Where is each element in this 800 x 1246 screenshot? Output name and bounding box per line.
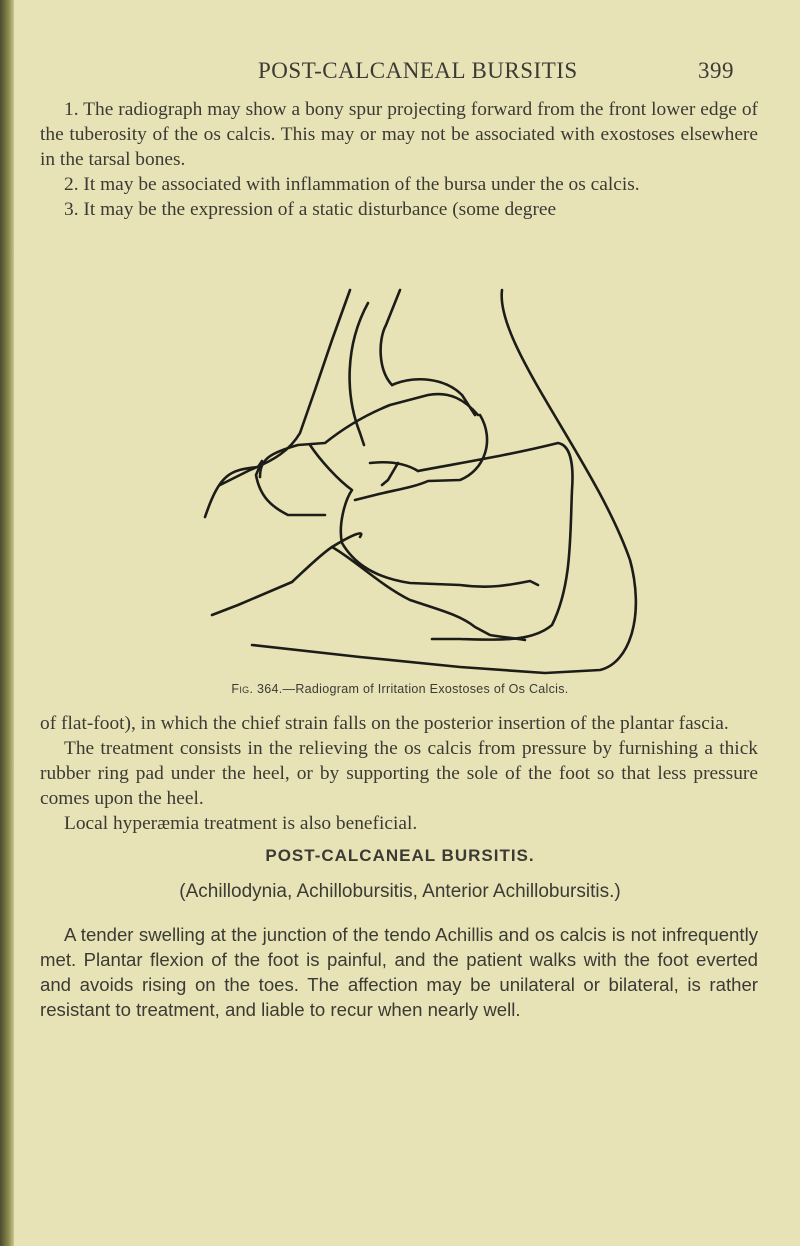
plantar-line xyxy=(212,547,525,640)
calcaneus-upper-outline xyxy=(260,394,478,477)
running-head xyxy=(258,58,758,90)
talus-dome xyxy=(392,379,475,415)
exostosis-spur xyxy=(205,461,325,517)
calcaneus-inner-outline xyxy=(310,445,538,587)
joint-line-v xyxy=(382,463,398,485)
page-number: 399 xyxy=(698,58,734,83)
tibia-back-line xyxy=(381,290,400,385)
section-heading: POST-CALCANEAL BURSITIS. xyxy=(265,846,535,865)
figure-number: Fig. 364. xyxy=(231,682,283,696)
paragraph: The treatment consists in the relieving the os calcis from pressure by furnishing a thick rubber ring pad under the heel, or by supporting the sole of the foot so that less pressure comes upon the heel. xyxy=(40,738,758,809)
radiogram-drawing xyxy=(160,285,660,680)
section-body-block xyxy=(40,922,758,1022)
figure-caption-text: —Radiogram of Irritation Exostoses of Os Calcis. xyxy=(282,682,569,696)
middle-text-block xyxy=(40,711,758,836)
section-synonyms: (Achillodynia, Achillobursitis, Anterior Achillobursitis.) xyxy=(179,881,621,902)
paragraph: of flat-foot), in which the chief strain falls on the posterior insertion of the plantar fascia. xyxy=(40,713,729,734)
page-binding-edge xyxy=(0,0,14,1246)
paragraph: Local hyperæmia treatment is also beneficial. xyxy=(64,813,418,834)
paragraph: 3. It may be the expression of a static disturbance (some degree xyxy=(64,199,557,220)
tibia-front-line xyxy=(220,290,350,485)
paragraph: 1. The radiograph may show a bony spur projecting forward from the front lower edge of the tuberosity of the os calcis. This may or may not be associated with exostoses elsewhere in the tarsal bones. xyxy=(40,99,758,170)
inner-step xyxy=(332,533,361,547)
top-text-block xyxy=(40,97,758,222)
talus-body xyxy=(355,415,487,500)
paragraph: 2. It may be associated with inflammation of the bursa under the os calcis. xyxy=(64,174,640,195)
radiogram-figure xyxy=(160,285,660,680)
running-title: POST-CALCANEAL BURSITIS xyxy=(258,58,578,83)
paragraph: A tender swelling at the junction of the tendo Achillis and os calcis is not infrequently met. Plantar flexion of the foot is painful, and the patient walks with the foot everted and avoids rising on the toes. The affection may be unilateral or bilateral, is rather resistant to treatment, and liable to recur when nearly well. xyxy=(40,924,758,1020)
figure-caption xyxy=(0,682,800,696)
